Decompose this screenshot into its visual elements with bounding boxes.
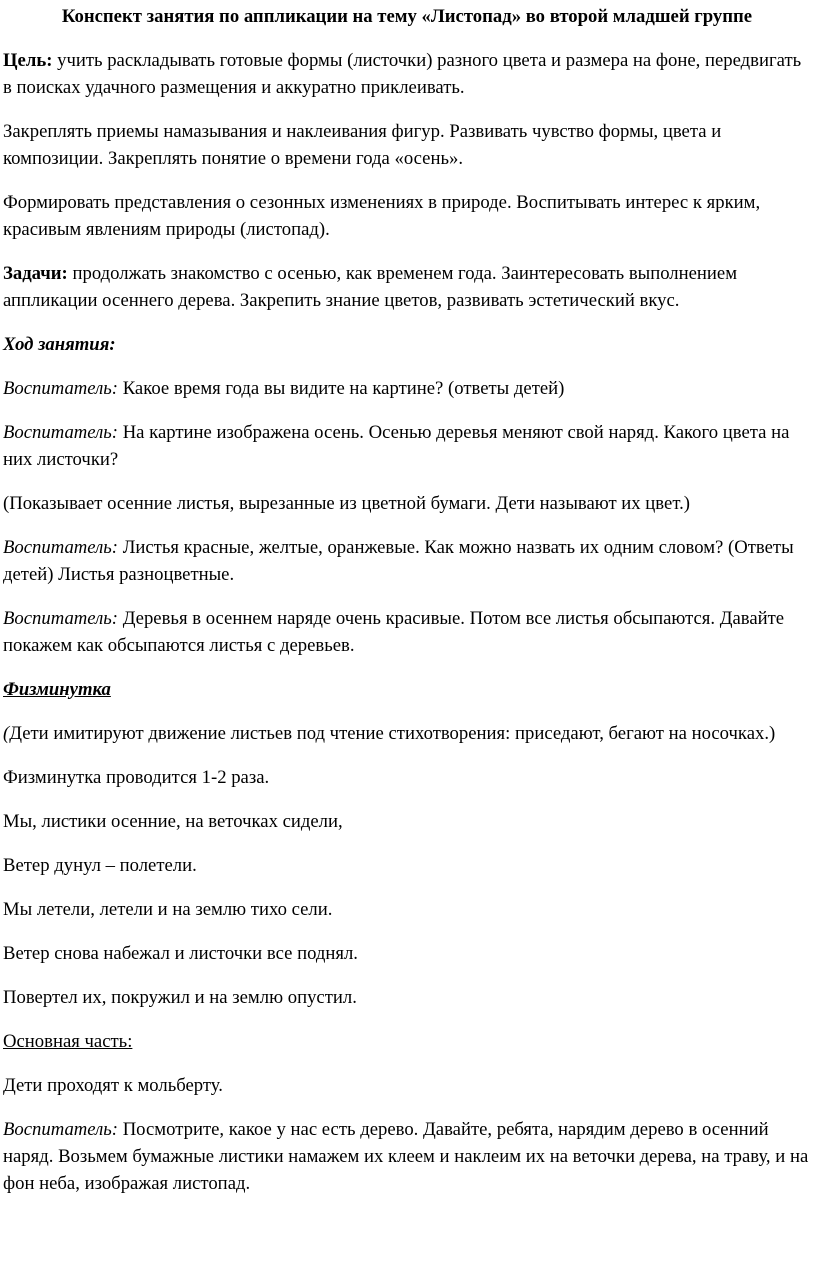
verse-line-2-text: Ветер дунул – полетели. [3, 855, 197, 876]
para-teacher-1 [3, 375, 811, 402]
heading-fizminutka [3, 676, 811, 703]
fizminutka-note-paren: ( [3, 723, 10, 744]
verse-line-4-text: Ветер снова набежал и листочки все поднял. [3, 943, 358, 964]
teacher-text-5: Посмотрите, какое у нас есть дерево. Давайте, ребята, нарядим дерево в осенний наряд. Возьмем бумажные листики намажем их клеем и наклеим их на веточки дерева, на траву, и на фон неба, изображая листопад. [3, 1119, 809, 1194]
para-teacher-2 [3, 419, 811, 473]
goal-text: учить раскладывать готовые формы (листочки) разного цвета и размера на фоне, передвигать в поисках удачного размещения и аккуратно приклеивать. [3, 50, 802, 98]
teacher-label-3: Воспитатель: [3, 537, 119, 558]
teacher-text-1: Какое время года вы видите на картине? (ответы детей) [118, 378, 565, 399]
para-teacher-5 [3, 1116, 811, 1197]
para-teacher-3 [3, 534, 811, 588]
goal-label: Цель: [3, 50, 53, 71]
tasks-text: продолжать знакомство с осенью, как временем года. Заинтересовать выполнением аппликации осеннего дерева. Закрепить знание цветов, развивать эстетический вкус. [3, 263, 738, 311]
heading-main-part [3, 1028, 811, 1055]
fizminutka-repeat-text: Физминутка проводится 1-2 раза. [3, 767, 270, 788]
verse-line-1 [3, 808, 811, 835]
verse-line-1-text: Мы, листики осенние, на веточках сидели, [3, 811, 343, 832]
para-form-ideas [3, 189, 811, 243]
teacher-text-4: Деревья в осеннем наряде очень красивые. Потом все листья обсыпаются. Давайте покажем как обсыпаются листья с деревьев. [3, 608, 785, 656]
teacher-label-4: Воспитатель: [3, 608, 119, 629]
heading-fizminutka-text: Физминутка [3, 679, 111, 700]
verse-line-4 [3, 940, 811, 967]
para-children-easel [3, 1072, 811, 1099]
verse-line-3-text: Мы летели, летели и на землю тихо сели. [3, 899, 333, 920]
verse-line-3 [3, 896, 811, 923]
reinforce-techniques-text: Закреплять приемы намазывания и наклеивания фигур. Развивать чувство формы, цвета и композиции. Закреплять понятие о времени года «осень». [3, 121, 722, 169]
para-goal [3, 47, 811, 101]
heading-lesson-flow-text: Ход занятия: [3, 334, 116, 355]
teacher-text-2: На картине изображена осень. Осенью деревья меняют свой наряд. Какого цвета на них листочки? [3, 422, 790, 470]
children-easel-text: Дети проходят к мольберту. [3, 1075, 223, 1096]
teacher-label-1: Воспитатель: [3, 378, 119, 399]
teacher-text-3: Листья красные, желтые, оранжевые. Как можно назвать их одним словом? (Ответы детей) Листья разноцветные. [3, 537, 794, 585]
para-tasks [3, 260, 811, 314]
form-ideas-text: Формировать представления о сезонных изменениях в природе. Воспитывать интерес к ярким, красивым явлениям природы (листопад). [3, 192, 761, 240]
tasks-label: Задачи: [3, 263, 68, 284]
verse-line-5 [3, 984, 811, 1011]
verse-line-2 [3, 852, 811, 879]
heading-main-part-text: Основная часть: [3, 1031, 133, 1052]
document-title-text: Конспект занятия по аппликации на тему «Листопад» во второй младшей группе [61, 6, 753, 27]
teacher-label-2: Воспитатель: [3, 422, 119, 443]
para-teacher-4 [3, 605, 811, 659]
teacher-label-5: Воспитатель: [3, 1119, 119, 1140]
remark-show-leaves-text: (Показывает осенние листья, вырезанные из цветной бумаги. Дети называют их цвет.) [3, 493, 690, 514]
para-reinforce-techniques [3, 118, 811, 172]
verse-line-5-text: Повертел их, покружил и на землю опустил. [3, 987, 357, 1008]
para-remark-show-leaves [3, 490, 811, 517]
document-title [3, 3, 811, 30]
fizminutka-note-text: Дети имитируют движение листьев под чтение стихотворения: приседают, бегают на носочках.) [9, 723, 776, 744]
para-fizminutka-note [3, 720, 811, 747]
heading-lesson-flow [3, 331, 811, 358]
para-fizminutka-repeat [3, 764, 811, 791]
